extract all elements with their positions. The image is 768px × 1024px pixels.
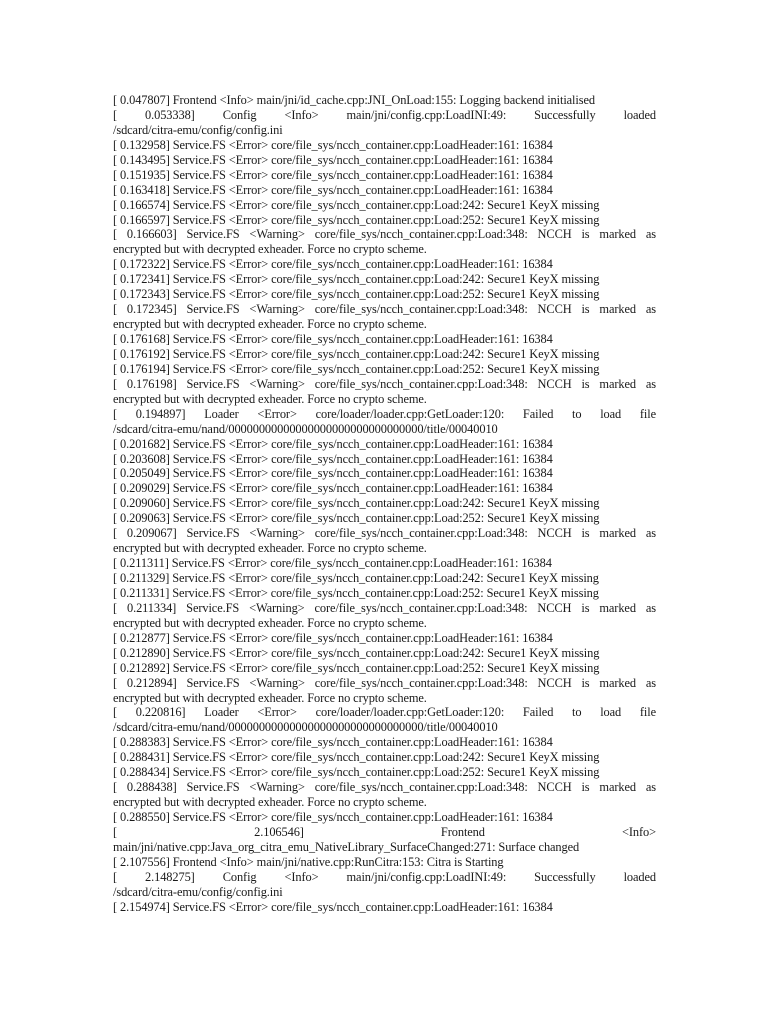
log-line: [ 0.166574] Service.FS <Error> core/file_sys/ncch_container.cpp:Load:242: Secure1 KeyX missing bbox=[113, 197, 600, 212]
log-line: [ 0.288431] Service.FS <Error> core/file_sys/ncch_container.cpp:Load:242: Secure1 KeyX missing bbox=[113, 750, 600, 765]
log-line: /sdcard/citra-emu/nand/00000000000000000000000000000000/title/00040010 bbox=[113, 421, 498, 436]
log-line: encrypted but with decrypted exheader. Force no crypto scheme. bbox=[113, 795, 427, 810]
log-line: [ 2.107556] Frontend <Info> main/jni/native.cpp:RunCitra:153: Citra is Starting bbox=[113, 854, 504, 869]
log-line: /sdcard/citra-emu/config/config.ini bbox=[113, 884, 283, 899]
log-line: [ 0.209063] Service.FS <Error> core/file_sys/ncch_container.cpp:Load:252: Secure1 KeyX missing bbox=[113, 511, 600, 526]
log-line: [ 0.172345] Service.FS <Warning> core/file_sys/ncch_container.cpp:Load:348: NCCH is marked as bbox=[113, 302, 656, 317]
log-line: [ 0.211334] Service.FS <Warning> core/file_sys/ncch_container.cpp:Load:348: NCCH is marked as bbox=[113, 600, 656, 615]
log-line: [ 0.053338] Config <Info> main/jni/config.cpp:LoadINI:49: Successfully loaded bbox=[113, 107, 656, 122]
log-line: [ 2.154974] Service.FS <Error> core/file_sys/ncch_container.cpp:LoadHeader:161: 16384 bbox=[113, 899, 553, 914]
log-line: encrypted but with decrypted exheader. Force no crypto scheme. bbox=[113, 541, 427, 556]
log-line: main/jni/native.cpp:Java_org_citra_emu_NativeLibrary_SurfaceChanged:271: Surface changed bbox=[113, 839, 580, 854]
log-line: [ 0.288383] Service.FS <Error> core/file_sys/ncch_container.cpp:LoadHeader:161: 16384 bbox=[113, 735, 553, 750]
log-line: [ 0.172343] Service.FS <Error> core/file_sys/ncch_container.cpp:Load:252: Secure1 KeyX missing bbox=[113, 287, 600, 302]
log-line: [ 0.176198] Service.FS <Warning> core/file_sys/ncch_container.cpp:Load:348: NCCH is marked as bbox=[113, 376, 656, 391]
log-line: [ 0.209067] Service.FS <Warning> core/file_sys/ncch_container.cpp:Load:348: NCCH is marked as bbox=[113, 526, 656, 541]
log-line: [ 0.209029] Service.FS <Error> core/file_sys/ncch_container.cpp:LoadHeader:161: 16384 bbox=[113, 481, 553, 496]
log-line: encrypted but with decrypted exheader. Force no crypto scheme. bbox=[113, 317, 427, 332]
log-line: [ 0.288434] Service.FS <Error> core/file_sys/ncch_container.cpp:Load:252: Secure1 KeyX missing bbox=[113, 765, 600, 780]
log-line: [ 0.172322] Service.FS <Error> core/file_sys/ncch_container.cpp:LoadHeader:161: 16384 bbox=[113, 257, 553, 272]
log-line: [ 0.172341] Service.FS <Error> core/file_sys/ncch_container.cpp:Load:242: Secure1 KeyX missing bbox=[113, 272, 600, 287]
log-line: [ 0.132958] Service.FS <Error> core/file_sys/ncch_container.cpp:LoadHeader:161: 16384 bbox=[113, 137, 553, 152]
log-line: /sdcard/citra-emu/config/config.ini bbox=[113, 122, 283, 137]
log-line: [ 0.047807] Frontend <Info> main/jni/id_cache.cpp:JNI_OnLoad:155: Logging backend initialised bbox=[113, 93, 595, 107]
log-line: [ 2.148275] Config <Info> main/jni/config.cpp:LoadINI:49: Successfully loaded bbox=[113, 869, 656, 884]
log-line: encrypted but with decrypted exheader. Force no crypto scheme. bbox=[113, 690, 427, 705]
log-line: [ 0.211331] Service.FS <Error> core/file_sys/ncch_container.cpp:Load:252: Secure1 KeyX missing bbox=[113, 585, 599, 600]
log-line: [ 0.220816] Loader <Error> core/loader/loader.cpp:GetLoader:120: Failed to load file bbox=[113, 705, 656, 720]
log-line: [ 0.209060] Service.FS <Error> core/file_sys/ncch_container.cpp:Load:242: Secure1 KeyX missing bbox=[113, 496, 600, 511]
log-line: [ 0.143495] Service.FS <Error> core/file_sys/ncch_container.cpp:LoadHeader:161: 16384 bbox=[113, 152, 553, 167]
log-line: [ 0.203608] Service.FS <Error> core/file_sys/ncch_container.cpp:LoadHeader:161: 16384 bbox=[113, 451, 553, 466]
log-line: [ 0.194897] Loader <Error> core/loader/loader.cpp:GetLoader:120: Failed to load file bbox=[113, 406, 656, 421]
log-line: encrypted but with decrypted exheader. Force no crypto scheme. bbox=[113, 242, 427, 257]
log-line: [ 0.166603] Service.FS <Warning> core/file_sys/ncch_container.cpp:Load:348: NCCH is marked as bbox=[113, 227, 656, 242]
log-line: encrypted but with decrypted exheader. Force no crypto scheme. bbox=[113, 615, 427, 630]
log-line: [ 0.288550] Service.FS <Error> core/file_sys/ncch_container.cpp:LoadHeader:161: 16384 bbox=[113, 810, 553, 824]
log-line: [ 0.212890] Service.FS <Error> core/file_sys/ncch_container.cpp:Load:242: Secure1 KeyX missing bbox=[113, 645, 600, 660]
log-line: [ 0.288438] Service.FS <Warning> core/file_sys/ncch_container.cpp:Load:348: NCCH is marked as bbox=[113, 780, 656, 795]
log-line: [ 0.212894] Service.FS <Warning> core/file_sys/ncch_container.cpp:Load:348: NCCH is marked as bbox=[113, 675, 656, 690]
log-line: [ 0.211329] Service.FS <Error> core/file_sys/ncch_container.cpp:Load:242: Secure1 KeyX missing bbox=[113, 571, 599, 585]
log-line: [ 2.106546] Frontend <Info> bbox=[113, 824, 656, 839]
log-line: /sdcard/citra-emu/nand/00000000000000000000000000000000/title/00040010 bbox=[113, 720, 498, 735]
log-line: [ 0.211311] Service.FS <Error> core/file_sys/ncch_container.cpp:LoadHeader:161: 16384 bbox=[113, 556, 552, 571]
log-line: [ 0.201682] Service.FS <Error> core/file_sys/ncch_container.cpp:LoadHeader:161: 16384 bbox=[113, 436, 553, 451]
log-line: [ 0.176194] Service.FS <Error> core/file_sys/ncch_container.cpp:Load:252: Secure1 KeyX missing bbox=[113, 361, 600, 376]
log-line: encrypted but with decrypted exheader. Force no crypto scheme. bbox=[113, 391, 427, 406]
log-line: [ 0.176192] Service.FS <Error> core/file_sys/ncch_container.cpp:Load:242: Secure1 KeyX missing bbox=[113, 346, 600, 361]
log-line: [ 0.151935] Service.FS <Error> core/file_sys/ncch_container.cpp:LoadHeader:161: 16384 bbox=[113, 167, 553, 182]
log-line: [ 0.166597] Service.FS <Error> core/file_sys/ncch_container.cpp:Load:252: Secure1 KeyX missing bbox=[113, 212, 600, 227]
log-line: [ 0.205049] Service.FS <Error> core/file_sys/ncch_container.cpp:LoadHeader:161: 16384 bbox=[113, 466, 553, 481]
log-text-block bbox=[113, 93, 656, 915]
log-line: [ 0.163418] Service.FS <Error> core/file_sys/ncch_container.cpp:LoadHeader:161: 16384 bbox=[113, 182, 553, 197]
log-line: [ 0.212892] Service.FS <Error> core/file_sys/ncch_container.cpp:Load:252: Secure1 KeyX missing bbox=[113, 660, 600, 675]
log-line: [ 0.176168] Service.FS <Error> core/file_sys/ncch_container.cpp:LoadHeader:161: 16384 bbox=[113, 332, 553, 346]
log-line: [ 0.212877] Service.FS <Error> core/file_sys/ncch_container.cpp:LoadHeader:161: 16384 bbox=[113, 630, 553, 645]
